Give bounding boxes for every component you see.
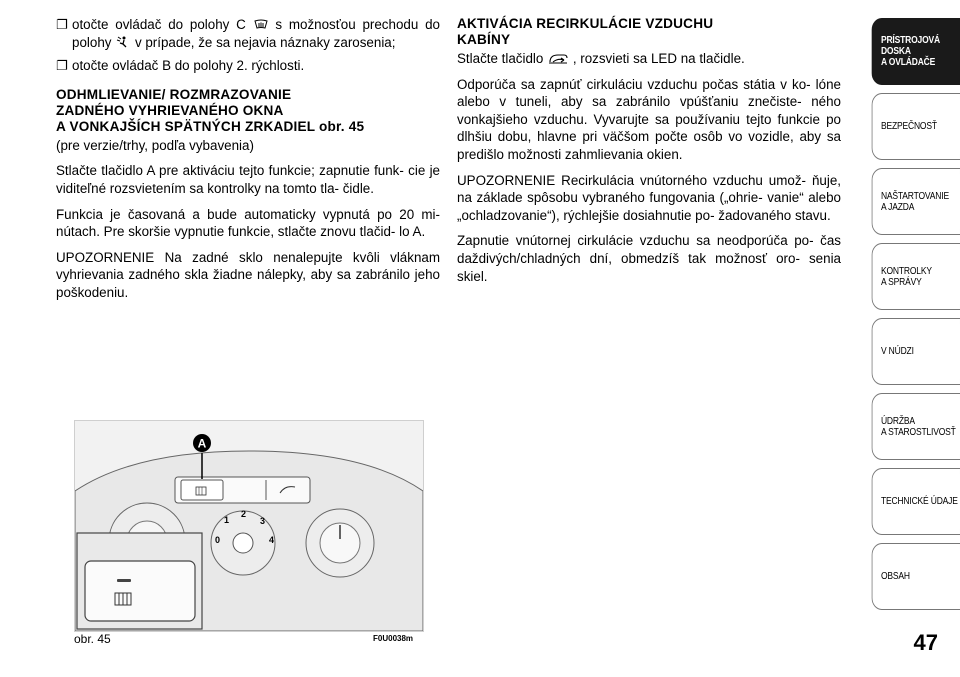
dial-number: 0: [215, 535, 221, 545]
climate-control-illustration: [75, 421, 423, 631]
warning-paragraph: UPOZORNENIE Recirkulácia vnútorného vzduchu umož- ňuje, na základe spôsobu vybraného fungovania („ohrie- vanie“ alebo „ochladzovanie“), rýchlejšie dosiahnutie po- žadovaného stavu.: [457, 172, 841, 223]
tab-v-nudzi[interactable]: V NÚDZI: [872, 318, 960, 385]
tab-technicke-udaje[interactable]: TECHNICKÉ ÚDAJE: [872, 468, 960, 535]
checkbox-bullet-icon: ❐: [56, 58, 68, 74]
chapter-sidebar: [856, 18, 960, 618]
bullet-text: otočte ovládač B do polohy 2. rýchlosti.: [72, 58, 305, 74]
figure-code: F0U0038m: [373, 634, 414, 643]
section-heading: AKTIVÁCIA RECIRKULÁCIE VZDUCHU KABÍNY: [457, 16, 714, 47]
tab-pristrojova-doska[interactable]: PRÍSTROJOVÁ DOSKA A OVLÁDAČE: [872, 18, 960, 85]
recirculation-icon: [548, 53, 568, 65]
paragraph: Stlačte tlačidlo A pre aktiváciu tejto funkcie; zapnutie funk- cie je viditeľné rozsvietením sa kontrolky na tomto tla- čidle.: [56, 163, 440, 196]
bullet-item: [56, 16, 440, 51]
callout-label: A: [197, 436, 207, 451]
right-column: [457, 16, 841, 293]
bullet-text-post: v prípade, že sa nejavia náznaky zarosenia;: [134, 34, 396, 50]
tab-udrzba[interactable]: ÚDRŽBA A STAROSTLIVOSŤ: [872, 393, 960, 460]
windshield-defrost-icon: [254, 19, 268, 31]
tab-kontrolky[interactable]: KONTROLKY A SPRÁVY: [872, 243, 960, 310]
section-subheading: (pre verzie/trhy, podľa vybavenia): [56, 137, 254, 153]
page-number: 47: [913, 630, 938, 655]
air-distribution-icon: [116, 35, 130, 49]
left-column: [56, 16, 440, 310]
dial-number: 2: [241, 509, 247, 519]
figure-climate-panel: [74, 420, 424, 632]
warning-paragraph: UPOZORNENIE Na zadné sklo nenalepujte kvôli vláknam vyhrievania zadného skla žiadne nálepky, aby sa zabránilo jeho poškodeniu.: [56, 249, 440, 300]
tab-obsah[interactable]: OBSAH: [872, 543, 960, 610]
tab-nastartovanie[interactable]: NAŠTARTOVANIE A JAZDA: [872, 168, 960, 235]
figure-caption: obr. 45: [74, 632, 111, 646]
dial-number: 1: [224, 515, 230, 525]
dial-number: 3: [260, 516, 266, 526]
paragraph: Odporúča sa zapnúť cirkuláciu vzduchu počas státia v ko- lóne alebo v tuneli, aby sa zabránilo vpúšťaniu znečiste- ného vonkajšieho vzduchu. Vyvarujte sa používaniu tejto funkcie po dlhšiu dobu, hlavne pri väčšom počte osôb vo vozidle, aby sa predišlo možnosti zahmlievania okien.: [457, 76, 841, 162]
section-heading: ODHMLIEVANIE/ ROZMRAZOVANIE ZADNÉHO VYHRIEVANÉHO OKNA A VONKAJŠÍCH SPÄTNÝCH ZRKADIEL obr. 45: [56, 86, 365, 134]
bullet-text-pre: otočte ovládač do polohy C: [72, 17, 246, 32]
dial-number: 4: [269, 535, 275, 545]
bullet-item: [56, 57, 440, 75]
tab-bezpecnost[interactable]: BEZPEČNOSŤ: [872, 93, 960, 160]
bullet-text-mid: s možnosťou prechodu do polohy: [72, 17, 440, 50]
paragraph: Zapnutie vnútornej cirkulácie vzduchu sa neodporúča po- čas daždivých/chladných dní, obmedzíš tak možnosť oro- senia skiel.: [457, 233, 841, 284]
paragraph: Funkcia je časovaná a bude automaticky vypnutá po 20 mi- nútach. Pre skoršie vypnutie funkcie, stlačte znovu tlačid- lo A.: [56, 206, 440, 240]
intro-paragraph: Stlačte tlačidlo , rozsvieti sa LED na tlačidle.: [457, 51, 745, 66]
checkbox-bullet-icon: ❐: [56, 17, 68, 32]
